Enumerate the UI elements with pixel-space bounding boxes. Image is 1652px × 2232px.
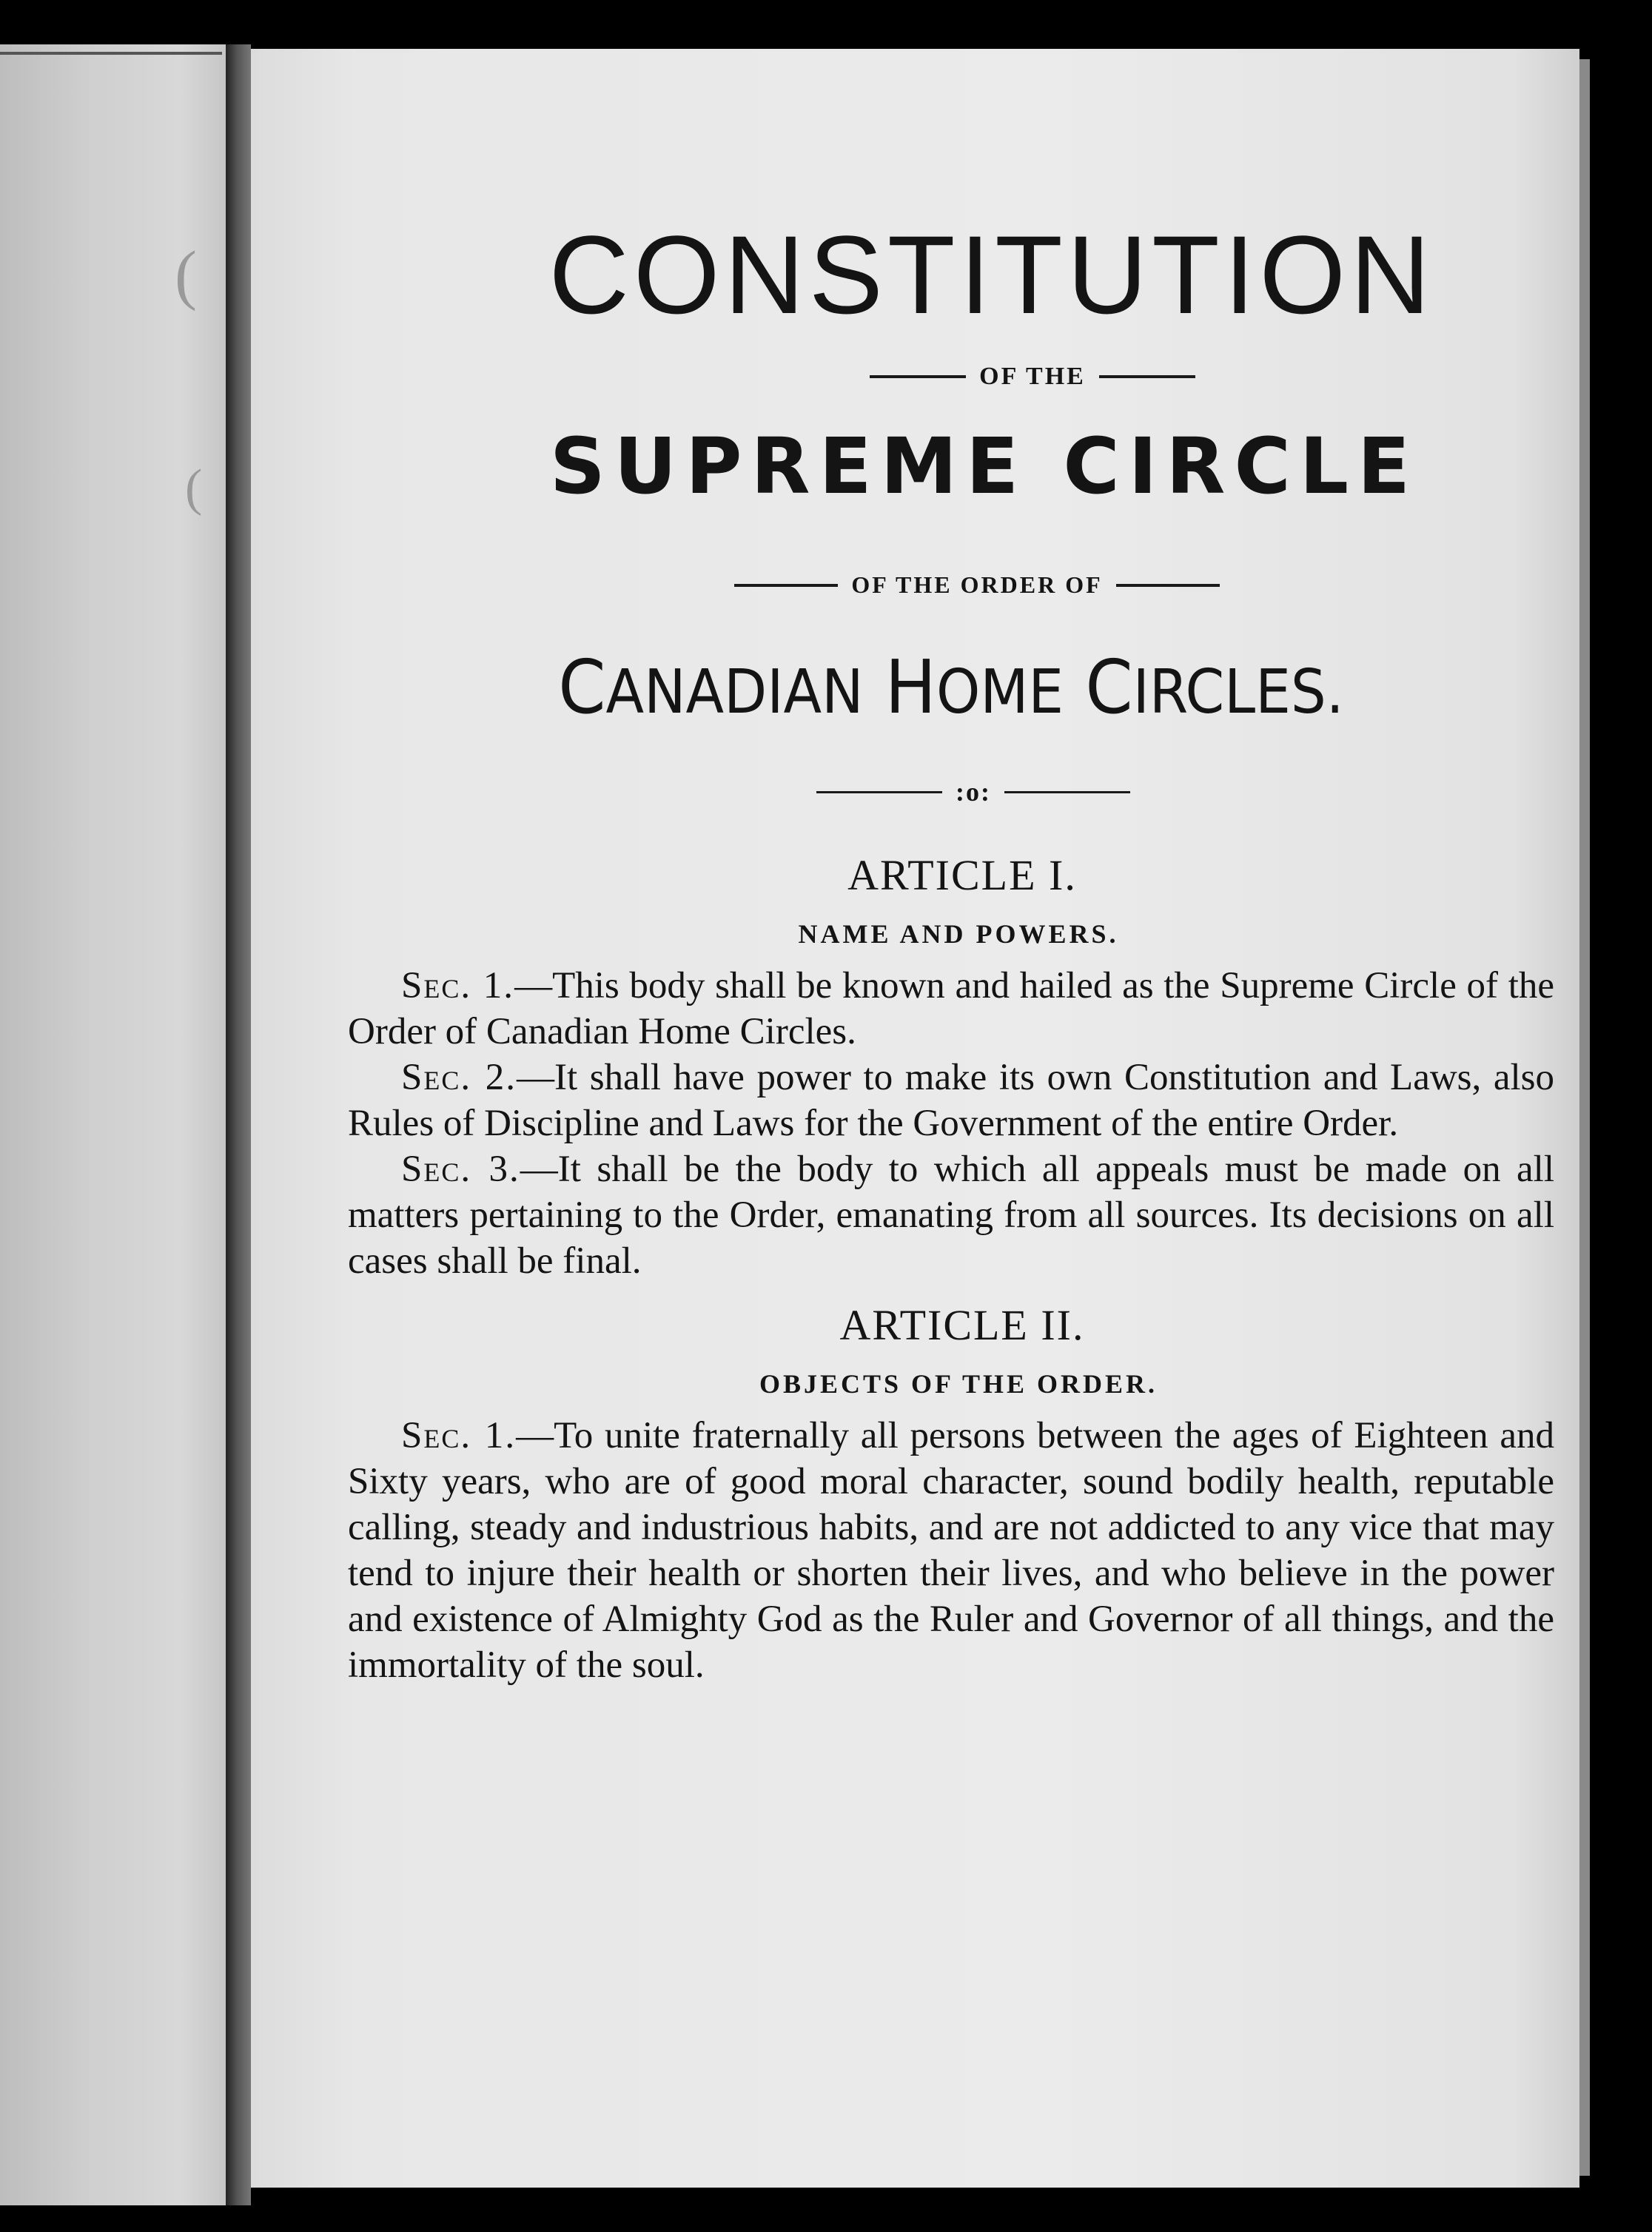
page-content: [348, 212, 1554, 1688]
page-edge-shadow: [1579, 59, 1590, 2176]
article-1-heading: ARTICLE I.: [847, 851, 1077, 899]
facing-page-bleed-mark: (: [185, 460, 203, 517]
rule-right: [1099, 375, 1195, 378]
article-2-section-1: [348, 1413, 1554, 1688]
of-the-order-of-line: [400, 571, 1554, 599]
article-2-subheading: OBJECTS OF THE ORDER.: [759, 1368, 1158, 1399]
title-word: IRCLES.: [1132, 657, 1344, 727]
facing-page-bleed-mark: (: [175, 238, 197, 312]
section-label: Sec. 1.: [401, 1414, 517, 1456]
article-1-section-2: [348, 1055, 1554, 1146]
facing-page: [0, 44, 226, 2205]
article-1-subheading: NAME AND POWERS.: [798, 918, 1119, 949]
rule-left: [816, 791, 942, 793]
article-1-section-3: [348, 1146, 1554, 1284]
title-initial: C: [1085, 644, 1133, 730]
rule-right: [1116, 584, 1220, 587]
book-spine: [226, 44, 251, 2205]
ornamental-divider: [392, 776, 1554, 807]
article-1-section-1: [348, 963, 1554, 1055]
title-supreme-circle: SUPREME CIRCLE: [549, 421, 1420, 511]
title-initial: C: [558, 644, 606, 730]
title-word: ANADIAN: [605, 657, 864, 727]
title-canadian-home-circles: [396, 644, 1506, 730]
article-2-heading: ARTICLE II.: [839, 1300, 1085, 1349]
divider-mark: :o:: [956, 777, 991, 807]
rule-left: [870, 375, 966, 378]
of-the-line: [511, 363, 1554, 391]
section-text: —It shall be the body to which all appeals must be made on all matters pertaining to the Order, emanating from all sources. Its decisions on all cases shall be final.: [348, 1148, 1554, 1282]
section-text: —To unite fraternally all persons between the ages of Eighteen and Sixty years, who are of good moral character, sound bodily health, reputable calling, steady and industrious habits, and are not addicted to any vice that may tend to injure their health or shorten their lives, and who believe in the power and existence of Almighty God as the Ruler and Governor of all things, and the immortality of the soul.: [348, 1414, 1554, 1686]
of-the-order-of-text: OF THE ORDER OF: [851, 571, 1103, 598]
title-initial: H: [884, 644, 936, 730]
rule-right: [1004, 791, 1130, 793]
title-constitution: CONSTITUTION: [548, 212, 1435, 337]
rule-left: [734, 584, 838, 587]
of-the-text: OF THE: [979, 363, 1086, 390]
section-label: Sec. 1.: [401, 964, 515, 1006]
section-text: —It shall have power to make its own Constitution and Laws, also Rules of Discipline and Laws for the Government of the entire Order.: [348, 1056, 1554, 1144]
document-page: [251, 49, 1579, 2188]
section-label: Sec. 2.: [401, 1056, 517, 1098]
section-label: Sec. 3.: [401, 1148, 520, 1190]
title-word: OME: [936, 657, 1064, 727]
section-text: —This body shall be known and hailed as the Supreme Circle of the Order of Canadian Home Circles.: [348, 964, 1554, 1052]
facing-page-edge: [0, 52, 222, 55]
